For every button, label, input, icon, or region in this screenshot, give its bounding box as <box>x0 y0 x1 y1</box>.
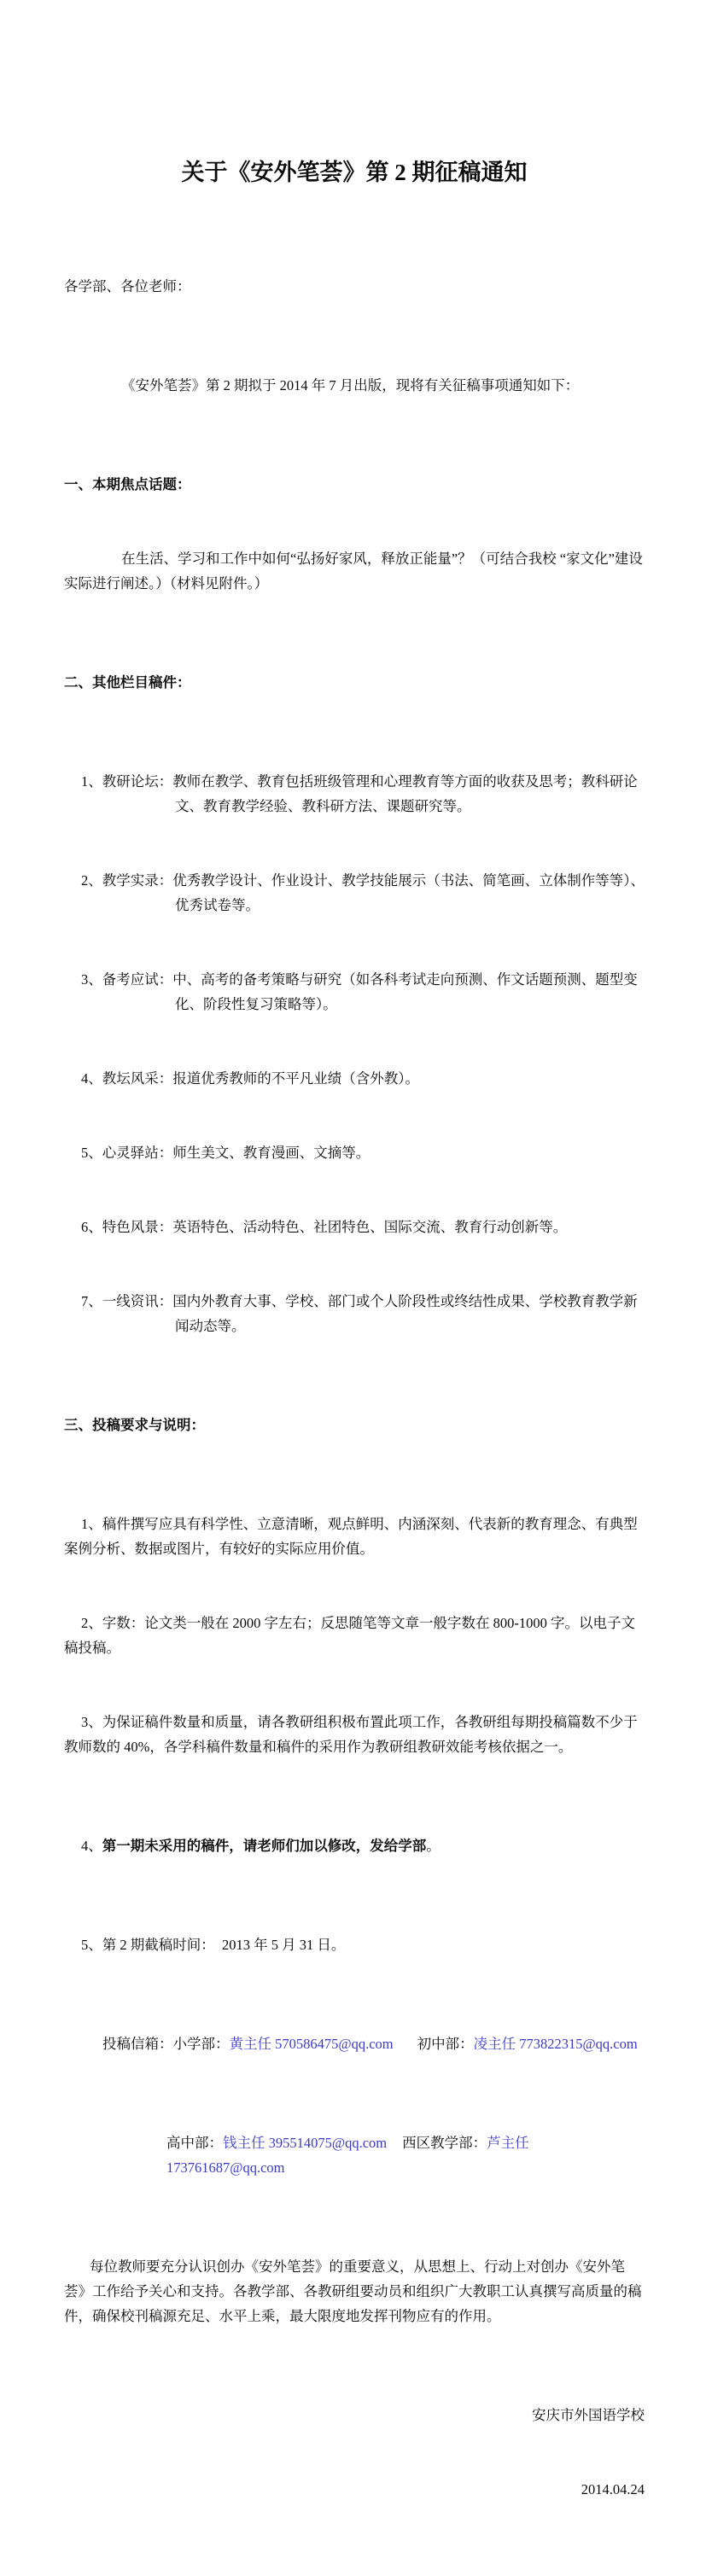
email-link-senior[interactable]: 钱主任 395514075@qq.com <box>223 2135 388 2151</box>
item-text: 报道优秀教师的不平凡业绩（含外教）。 <box>172 1070 419 1087</box>
requirement-item-4-period: 。 <box>426 1838 441 1854</box>
requirement-item-2: 2、字数：论文类一般在 2000 字左右；反思随笔等文章一般字数在 800-1000 字。以电子文稿投稿。 <box>64 1615 635 1656</box>
closing-paragraph: 每位教师要充分认识创办《安外笔荟》的重要意义，从思想上、行动上对创办《安外笔荟》工作给予关心和支持。各教学部、各教研组要动员和组织广大教职工认真撰写高质量的稿件，确保校刊稿源充足、水平上乘，最大限度地发挥刊物应有的作用。 <box>64 2258 642 2324</box>
submission-mailbox-line-2 <box>64 2130 645 2180</box>
column-item-3 <box>81 967 645 1017</box>
dept-junior-label: 初中部： <box>417 2036 474 2052</box>
mailbox-prefix: 投稿信箱： <box>102 2036 173 2052</box>
item-number: 1、 <box>81 773 102 790</box>
signature-date: 2014.04.24 <box>581 2481 645 2497</box>
requirement-item-4 <box>64 1833 645 1858</box>
column-item-1 <box>81 769 645 819</box>
item-number: 2、 <box>81 872 102 889</box>
item-label: 备考应试： <box>102 971 173 988</box>
section3-heading: 三、投稿要求与说明： <box>64 1417 205 1433</box>
dept-senior-label: 高中部： <box>166 2135 223 2151</box>
section1-heading: 一、本期焦点话题： <box>64 476 191 492</box>
column-item-2 <box>81 868 645 918</box>
email-link-primary[interactable]: 黄主任 570586475@qq.com <box>229 2036 394 2052</box>
document-content <box>64 83 645 2576</box>
item-text: 中、高考的备考策略与研究（如各科考试走向预测、作文话题预测、题型变化、阶段性复习策略等）。 <box>172 971 638 1012</box>
requirement-item-1: 1、稿件撰写应具有科学性、立意清晰，观点鲜明、内涵深刻、代表新的教育理念、有典型案例分析、数据或图片，有较好的实际应用价值。 <box>64 1516 638 1557</box>
signature-organization: 安庆市外国语学校 <box>532 2407 645 2423</box>
item-text: 国内外教育大事、学校、部门或个人阶段性或终结性成果、学校教育教学新闻动态等。 <box>172 1293 638 1334</box>
column-item-5 <box>81 1140 645 1165</box>
item-label: 特色风景： <box>102 1219 173 1235</box>
item-number: 3、 <box>81 971 102 988</box>
section1-body: 在生活、学习和工作中如何“弘扬好家风，释放正能量”？（可结合我校 “家文化”建设实际进行阐述。）（材料见附件。） <box>64 551 643 592</box>
item-text: 英语特色、活动特色、社团特色、国际交流、教育行动创新等。 <box>172 1219 568 1235</box>
salutation: 各学部、各位老师： <box>64 278 191 294</box>
email-link-west[interactable]: 芦主任 173761687@qq.com <box>166 2135 533 2176</box>
column-item-4 <box>81 1066 645 1091</box>
dept-west-label: 西区教学部： <box>402 2135 487 2151</box>
item-number: 6、 <box>81 1219 102 1235</box>
column-item-6 <box>81 1215 645 1239</box>
item-text: 师生美文、教育漫画、文摘等。 <box>172 1145 371 1161</box>
item-text: 教师在教学、教育包括班级管理和心理教育等方面的收获及思考；教科研论文、教育教学经验、教科研方法、课题研究等。 <box>172 773 638 814</box>
requirement-item-3: 3、为保证稿件数量和质量，请各教研组积极布置此项工作，各教研组每期投稿篇数不少于教师数的 40%，各学科稿件数量和稿件的采用作为教研组教研效能考核依据之一。 <box>64 1714 638 1755</box>
email-link-junior[interactable]: 凌主任 773822315@qq.com <box>473 2036 638 2052</box>
document-title: 关于《安外笔荟》第 2 期征稿通知 <box>181 160 528 185</box>
item-number: 5、 <box>81 1145 102 1161</box>
dept-primary-label: 小学部： <box>172 2036 230 2052</box>
item-label: 教学实录： <box>102 872 173 889</box>
section2-heading: 二、其他栏目稿件： <box>64 674 191 691</box>
intro-paragraph: 《安外笔荟》第 2 期拟于 2014 年 7 月出版，现将有关征稿事项通知如下： <box>121 377 580 393</box>
requirement-item-5: 5、第 2 期截稿时间： 2013 年 5 月 31 日。 <box>81 1937 346 1953</box>
item-number: 4、 <box>81 1838 102 1854</box>
item-text: 优秀教学设计、作业设计、教学技能展示（书法、简笔画、立体制作等等）、优秀试卷等。 <box>172 872 645 913</box>
requirement-item-4-emphasis: 第一期未采用的稿件，请老师们加以修改，发给学部 <box>102 1838 427 1854</box>
item-label: 教研论坛： <box>102 773 173 790</box>
item-number: 4、 <box>81 1070 102 1087</box>
column-item-7 <box>81 1289 645 1338</box>
item-number: 7、 <box>81 1293 102 1309</box>
item-label: 一线资讯： <box>102 1293 173 1309</box>
item-label: 教坛风采： <box>102 1070 173 1087</box>
item-label: 心灵驿站： <box>102 1145 173 1161</box>
submission-mailbox-line-1 <box>64 2031 645 2056</box>
